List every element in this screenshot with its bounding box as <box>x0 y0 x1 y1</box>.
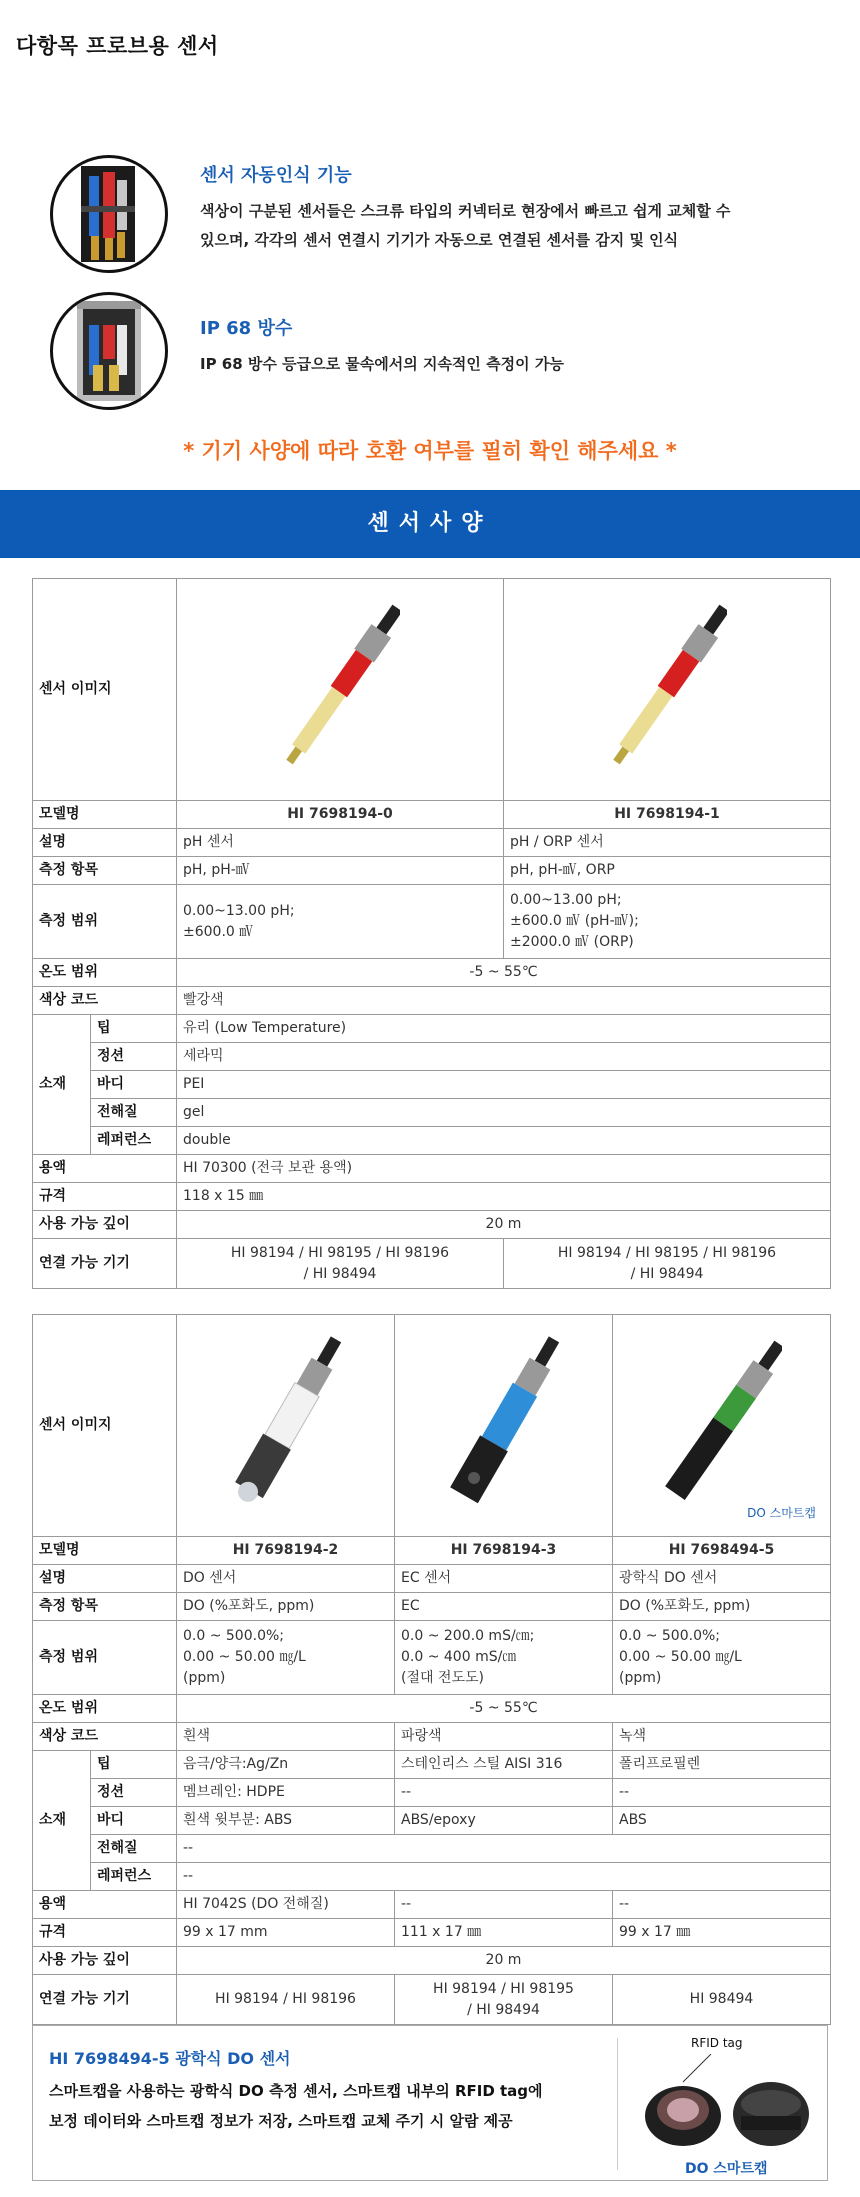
label-electrolyte: 전해질 <box>91 1099 177 1127</box>
label-color: 색상 코드 <box>33 1723 177 1751</box>
junction-value: 멤브레인: HDPE <box>177 1779 395 1807</box>
solution-value: -- <box>613 1891 831 1919</box>
label-size: 규격 <box>33 1183 177 1211</box>
label-depth: 사용 가능 깊이 <box>33 1947 177 1975</box>
depth-value: 20 m <box>177 1947 831 1975</box>
sensor-image-cell <box>177 579 504 801</box>
do-box-text: 스마트캡을 사용하는 광학식 DO 측정 센서, 스마트캡 내부의 RFID tag에 보정 데이터와 스마트캡 정보가 저장, 스마트캡 교체 주기 시 알람 제공 <box>49 2082 543 2130</box>
color-value: 빨강색 <box>177 987 831 1015</box>
label-tip: 팁 <box>91 1751 177 1779</box>
label-range: 측정 범위 <box>33 885 177 959</box>
range-value: 0.00~13.00 pH; ±600.0 ㎷ (pH-㎷); ±2000.0 ㎷ (ORP) <box>504 885 831 959</box>
tip-value: 유리 (Low Temperature) <box>177 1015 831 1043</box>
model-name: HI 7698194-0 <box>177 801 504 829</box>
items-value: DO (%포화도, ppm) <box>613 1593 831 1621</box>
reference-value: -- <box>177 1863 831 1891</box>
label-tip: 팁 <box>91 1015 177 1043</box>
range-value: 0.0 ~ 500.0%; 0.00 ~ 50.00 ㎎/L (ppm) <box>613 1621 831 1695</box>
ec-probe-image <box>444 1326 564 1526</box>
compat-value: HI 98194 / HI 98195 / HI 98494 <box>395 1975 613 2025</box>
desc-value: pH 센서 <box>177 829 504 857</box>
label-body: 바디 <box>91 1807 177 1835</box>
label-junction: 정션 <box>91 1043 177 1071</box>
label-items: 측정 항목 <box>33 1593 177 1621</box>
feature-text: IP 68 방수 등급으로 물속에서의 지속적인 측정이 가능 <box>200 355 564 373</box>
label-image: 센서 이미지 <box>33 579 177 801</box>
size-value: 99 x 17 ㎜ <box>613 1919 831 1947</box>
desc-value: pH / ORP 센서 <box>504 829 831 857</box>
tip-value: 음극/양극:Ag/Zn <box>177 1751 395 1779</box>
label-material: 소재 <box>33 1015 91 1155</box>
label-material: 소재 <box>33 1751 91 1891</box>
label-color: 색상 코드 <box>33 987 177 1015</box>
sensor-image-cell <box>177 1315 395 1537</box>
label-solution: 용액 <box>33 1155 177 1183</box>
solution-value: HI 7042S (DO 전해질) <box>177 1891 395 1919</box>
page-title: 다항목 프로브용 센서 <box>16 34 219 58</box>
rfid-tag-label: RFID tag <box>691 2036 743 2050</box>
temp-value: -5 ~ 55℃ <box>177 959 831 987</box>
label-electrolyte: 전해질 <box>91 1835 177 1863</box>
label-reference: 레퍼런스 <box>91 1863 177 1891</box>
compatibility-notice: * 기기 사양에 따라 호환 여부를 필히 확인 해주세요 * <box>183 439 677 463</box>
temp-value: -5 ~ 55℃ <box>177 1695 831 1723</box>
range-value: 0.00~13.00 pH; ±600.0 ㎷ <box>177 885 504 959</box>
sensor-image-cell <box>504 579 831 801</box>
label-desc: 설명 <box>33 1565 177 1593</box>
sensor-image-cell <box>613 1315 831 1537</box>
compat-value: HI 98194 / HI 98195 / HI 98196 / HI 98494 <box>504 1239 831 1289</box>
compat-value: HI 98494 <box>613 1975 831 2025</box>
label-model: 모델명 <box>33 801 177 829</box>
size-value: 118 x 15 ㎜ <box>177 1183 831 1211</box>
smartcap-image <box>631 2054 821 2164</box>
feature-title: 센서 자동인식 기능 <box>200 165 352 186</box>
tip-value: 스테인리스 스틸 AISI 316 <box>395 1751 613 1779</box>
feature-title: IP 68 방수 <box>200 318 293 339</box>
label-junction: 정션 <box>91 1779 177 1807</box>
items-value: pH, pH-㎷ <box>177 857 504 885</box>
color-value: 흰색 <box>177 1723 395 1751</box>
desc-value: DO 센서 <box>177 1565 395 1593</box>
junction-value: 세라믹 <box>177 1043 831 1071</box>
label-items: 측정 항목 <box>33 857 177 885</box>
body-value: 흰색 윗부분: ABS <box>177 1807 395 1835</box>
range-value: 0.0 ~ 200.0 mS/㎝; 0.0 ~ 400 mS/㎝ (절대 전도도) <box>395 1621 613 1695</box>
depth-value: 20 m <box>177 1211 831 1239</box>
items-value: EC <box>395 1593 613 1621</box>
compat-value: HI 98194 / HI 98195 / HI 98196 / HI 98494 <box>177 1239 504 1289</box>
compat-value: HI 98194 / HI 98196 <box>177 1975 395 2025</box>
optical-do-probe-image <box>662 1326 782 1526</box>
ph-probe-image <box>280 590 400 790</box>
body-value: PEI <box>177 1071 831 1099</box>
solution-value: -- <box>395 1891 613 1919</box>
label-range: 측정 범위 <box>33 1621 177 1695</box>
sensor-image-cell <box>395 1315 613 1537</box>
range-value: 0.0 ~ 500.0%; 0.00 ~ 50.00 ㎎/L (ppm) <box>177 1621 395 1695</box>
waterproof-probe-image <box>50 292 168 410</box>
smartcap-caption: DO 스마트캡 <box>685 2161 768 2177</box>
solution-value: HI 70300 (전극 보관 용액) <box>177 1155 831 1183</box>
junction-value: -- <box>395 1779 613 1807</box>
feature-auto-recognition <box>50 155 840 275</box>
body-value: ABS/epoxy <box>395 1807 613 1835</box>
do-box-title: HI 7698494-5 광학식 DO 센서 <box>49 2049 291 2068</box>
section-banner: 센서사양 <box>0 490 860 558</box>
label-temp: 온도 범위 <box>33 959 177 987</box>
do-probe-image <box>226 1326 346 1526</box>
reference-value: double <box>177 1127 831 1155</box>
label-size: 규격 <box>33 1919 177 1947</box>
model-name: HI 7698194-2 <box>177 1537 395 1565</box>
electrolyte-value: -- <box>177 1835 831 1863</box>
color-value: 파랑색 <box>395 1723 613 1751</box>
label-temp: 온도 범위 <box>33 1695 177 1723</box>
divider <box>617 2038 618 2170</box>
items-value: DO (%포화도, ppm) <box>177 1593 395 1621</box>
label-compat: 연결 가능 기기 <box>33 1239 177 1289</box>
items-value: pH, pH-㎷, ORP <box>504 857 831 885</box>
label-image: 센서 이미지 <box>33 1315 177 1537</box>
label-compat: 연결 가능 기기 <box>33 1975 177 2025</box>
spec-table-do-ec <box>32 1314 831 2025</box>
size-value: 99 x 17 mm <box>177 1919 395 1947</box>
size-value: 111 x 17 ㎜ <box>395 1919 613 1947</box>
do-smartcap-caption: DO 스마트캡 <box>747 1506 816 1520</box>
label-reference: 레퍼런스 <box>91 1127 177 1155</box>
label-solution: 용액 <box>33 1891 177 1919</box>
label-desc: 설명 <box>33 829 177 857</box>
body-value: ABS <box>613 1807 831 1835</box>
tip-value: 폴리프로필렌 <box>613 1751 831 1779</box>
desc-value: 광학식 DO 센서 <box>613 1565 831 1593</box>
feature-text: 있으며, 각각의 센서 연결시 기기가 자동으로 연결된 센서를 감지 및 인식 <box>200 231 679 249</box>
label-depth: 사용 가능 깊이 <box>33 1211 177 1239</box>
label-body: 바디 <box>91 1071 177 1099</box>
sensor-connector-image <box>50 155 168 273</box>
optical-do-info-box <box>32 2025 828 2181</box>
label-model: 모델명 <box>33 1537 177 1565</box>
feature-text: 색상이 구분된 센서들은 스크류 타입의 커넥터로 현장에서 빠르고 쉽게 교체할 수 <box>200 202 731 220</box>
feature-ip68 <box>50 292 840 412</box>
electrolyte-value: gel <box>177 1099 831 1127</box>
model-name: HI 7698194-3 <box>395 1537 613 1565</box>
junction-value: -- <box>613 1779 831 1807</box>
ph-orp-probe-image <box>607 590 727 790</box>
model-name: HI 7698494-5 <box>613 1537 831 1565</box>
desc-value: EC 센서 <box>395 1565 613 1593</box>
spec-table-ph <box>32 578 831 1289</box>
color-value: 녹색 <box>613 1723 831 1751</box>
model-name: HI 7698194-1 <box>504 801 831 829</box>
